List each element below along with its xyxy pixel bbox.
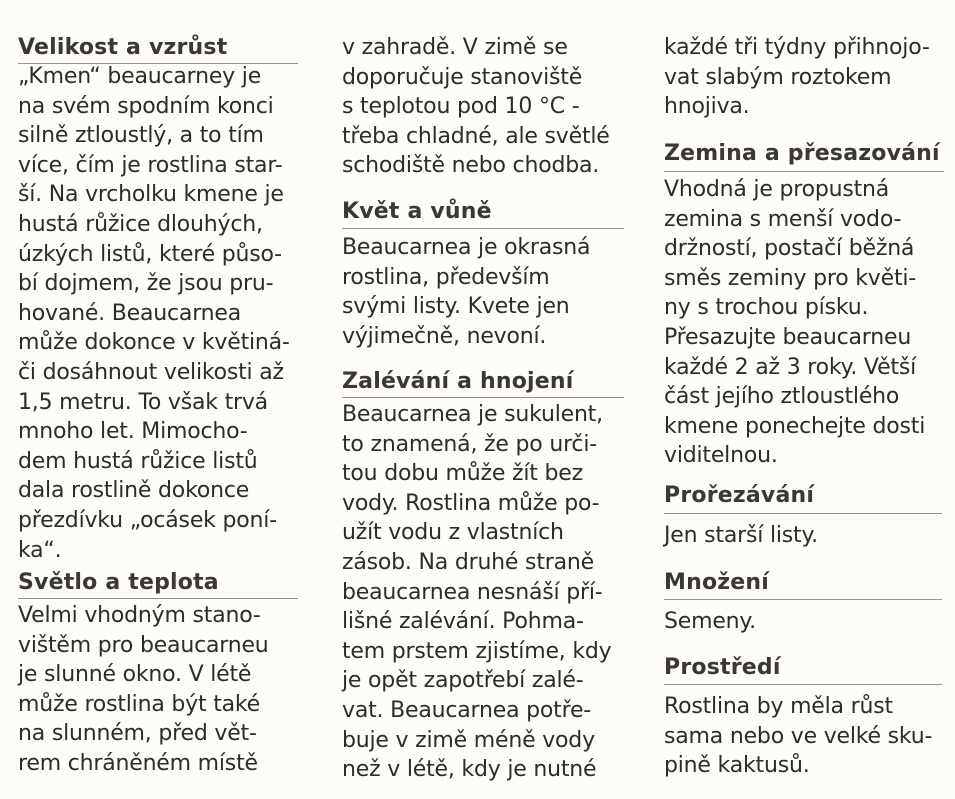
text-line: zásob. Na druhé straně: [342, 549, 594, 575]
section-heading-size-growth: Velikost a vzrůst: [18, 35, 228, 60]
text-line: část jejího ztloustlého: [664, 384, 900, 410]
text-line: hustá růžice dlouhých,: [18, 211, 263, 237]
section-heading-propagation: Množení: [664, 570, 769, 595]
text-line: hnojiva.: [664, 94, 750, 120]
text-line: užít vodu z vlastních: [342, 520, 564, 546]
text-line: držností, postačí běžná: [664, 236, 915, 262]
text-line: lišné zalévání. Pohma-: [342, 609, 584, 635]
text-line: Semeny.: [664, 609, 756, 634]
text-line: mnoho let. Mimocho-: [18, 419, 248, 445]
text-line: více, čím je rostlina star-: [18, 152, 283, 178]
heading-rule: [342, 228, 624, 229]
text-line: Vhodná je propustná: [664, 177, 890, 202]
section-body-environment: [664, 692, 949, 781]
section-heading-watering-fertilizing: Zalévání a hnojení: [342, 369, 574, 394]
text-line: je slunné okno. V létě: [18, 662, 252, 688]
text-line: to znamená, že po urči-: [342, 431, 597, 457]
text-line: vat. Beaucarnea potře-: [342, 697, 592, 723]
section-heading-soil-repotting: Zemina a přesazování: [664, 141, 940, 166]
text-line: Beaucarnea je okrasná: [342, 235, 591, 260]
section-body-soil-repotting: [664, 175, 949, 471]
text-line: sama nebo ve velké sku-: [664, 723, 933, 749]
heading-rule: [342, 397, 624, 398]
text-line: svými listy. Kvete jen: [342, 294, 570, 320]
text-line: „Kmen“ beaucarney je: [18, 64, 262, 89]
text-line: úzkých listů, které půso-: [18, 241, 282, 267]
text-line: Beaucarnea je sukulent,: [342, 402, 603, 427]
text-line: ší. Na vrcholku kmene je: [18, 182, 284, 208]
text-line: kmene ponechejte dosti: [664, 413, 926, 439]
text-line: či dosáhnout velikosti až: [18, 359, 284, 385]
heading-rule: [664, 513, 942, 514]
text-line: Přesazujte beaucarneu: [664, 324, 912, 350]
section-body-pruning: [664, 521, 949, 551]
text-line: tem prstem zjistíme, kdy: [342, 638, 612, 664]
section-body-light-temperature-continued: [342, 33, 632, 181]
text-line: buje v zimě méně vody: [342, 727, 595, 753]
text-line: vody. Rostlina může po-: [342, 490, 600, 516]
heading-rule: [18, 598, 298, 599]
section-heading-environment: Prostředí: [664, 655, 781, 680]
text-line: doporučuje stanoviště: [342, 64, 583, 90]
text-line: Velmi vhodným stano-: [18, 603, 261, 628]
text-line: zemina s menší vodo-: [664, 206, 902, 232]
text-line: ka“.: [18, 537, 62, 563]
text-line: vat slabým roztokem: [664, 64, 892, 90]
text-line: směs zeminy pro květi-: [664, 265, 917, 291]
section-body-propagation: [664, 607, 949, 637]
text-line: rem chráněném místě: [18, 750, 258, 776]
text-line: beaucarnea nesnáší pří-: [342, 579, 603, 605]
section-heading-pruning: Prořezávání: [664, 483, 815, 508]
section-body-size-growth: [18, 62, 308, 565]
section-body-watering-fertilizing: [342, 400, 632, 785]
text-line: každé 2 až 3 roky. Větší: [664, 354, 917, 380]
text-line: Jen starší listy.: [664, 523, 818, 548]
text-line: může rostlina být také: [18, 691, 261, 717]
text-line: vištěm pro beaucarneu: [18, 632, 269, 658]
section-heading-light-temperature: Světlo a teplota: [18, 570, 219, 595]
text-line: v zahradě. V zimě se: [342, 35, 568, 60]
section-body-light-temperature: [18, 601, 308, 779]
text-line: na slunném, před vět-: [18, 721, 257, 747]
text-line: bí dojmem, že jsou pru-: [18, 271, 274, 297]
text-line: je opět zapotřebí zalé-: [342, 668, 584, 694]
text-line: Rostlina by měla růst: [664, 694, 893, 719]
text-line: dem hustá růžice listů: [18, 448, 258, 474]
text-line: pině kaktusů.: [664, 753, 810, 779]
text-line: třeba chladné, ale světlé: [342, 123, 610, 149]
text-line: 1,5 metru. To však trvá: [18, 389, 268, 415]
text-line: hované. Beaucarnea: [18, 300, 242, 326]
text-line: viditelnou.: [664, 443, 778, 469]
text-line: rostlina, především: [342, 264, 550, 290]
text-line: schodiště nebo chodba.: [342, 153, 600, 179]
text-line: než v létě, kdy je nutné: [342, 757, 597, 783]
heading-rule: [664, 171, 944, 172]
text-line: tou dobu může žít bez: [342, 461, 583, 487]
text-line: dala rostlině dokonce: [18, 478, 250, 504]
text-line: na svém spodním konci: [18, 93, 274, 119]
heading-rule: [664, 684, 942, 685]
section-body-flower-scent: [342, 233, 632, 351]
text-line: s teplotou pod 10 °C -: [342, 94, 580, 120]
section-body-watering-continued: [664, 33, 949, 122]
text-line: silně ztloustlý, a to tím: [18, 123, 264, 149]
text-line: může dokonce v květiná-: [18, 330, 290, 356]
text-line: ny s trochou písku.: [664, 295, 869, 321]
text-line: každé tři týdny přihnojo-: [664, 35, 930, 60]
heading-rule: [664, 599, 942, 600]
section-heading-flower-scent: Květ a vůně: [342, 199, 492, 224]
text-line: výjimečně, nevoní.: [342, 323, 547, 349]
text-line: přezdívku „ocásek poní-: [18, 507, 277, 533]
